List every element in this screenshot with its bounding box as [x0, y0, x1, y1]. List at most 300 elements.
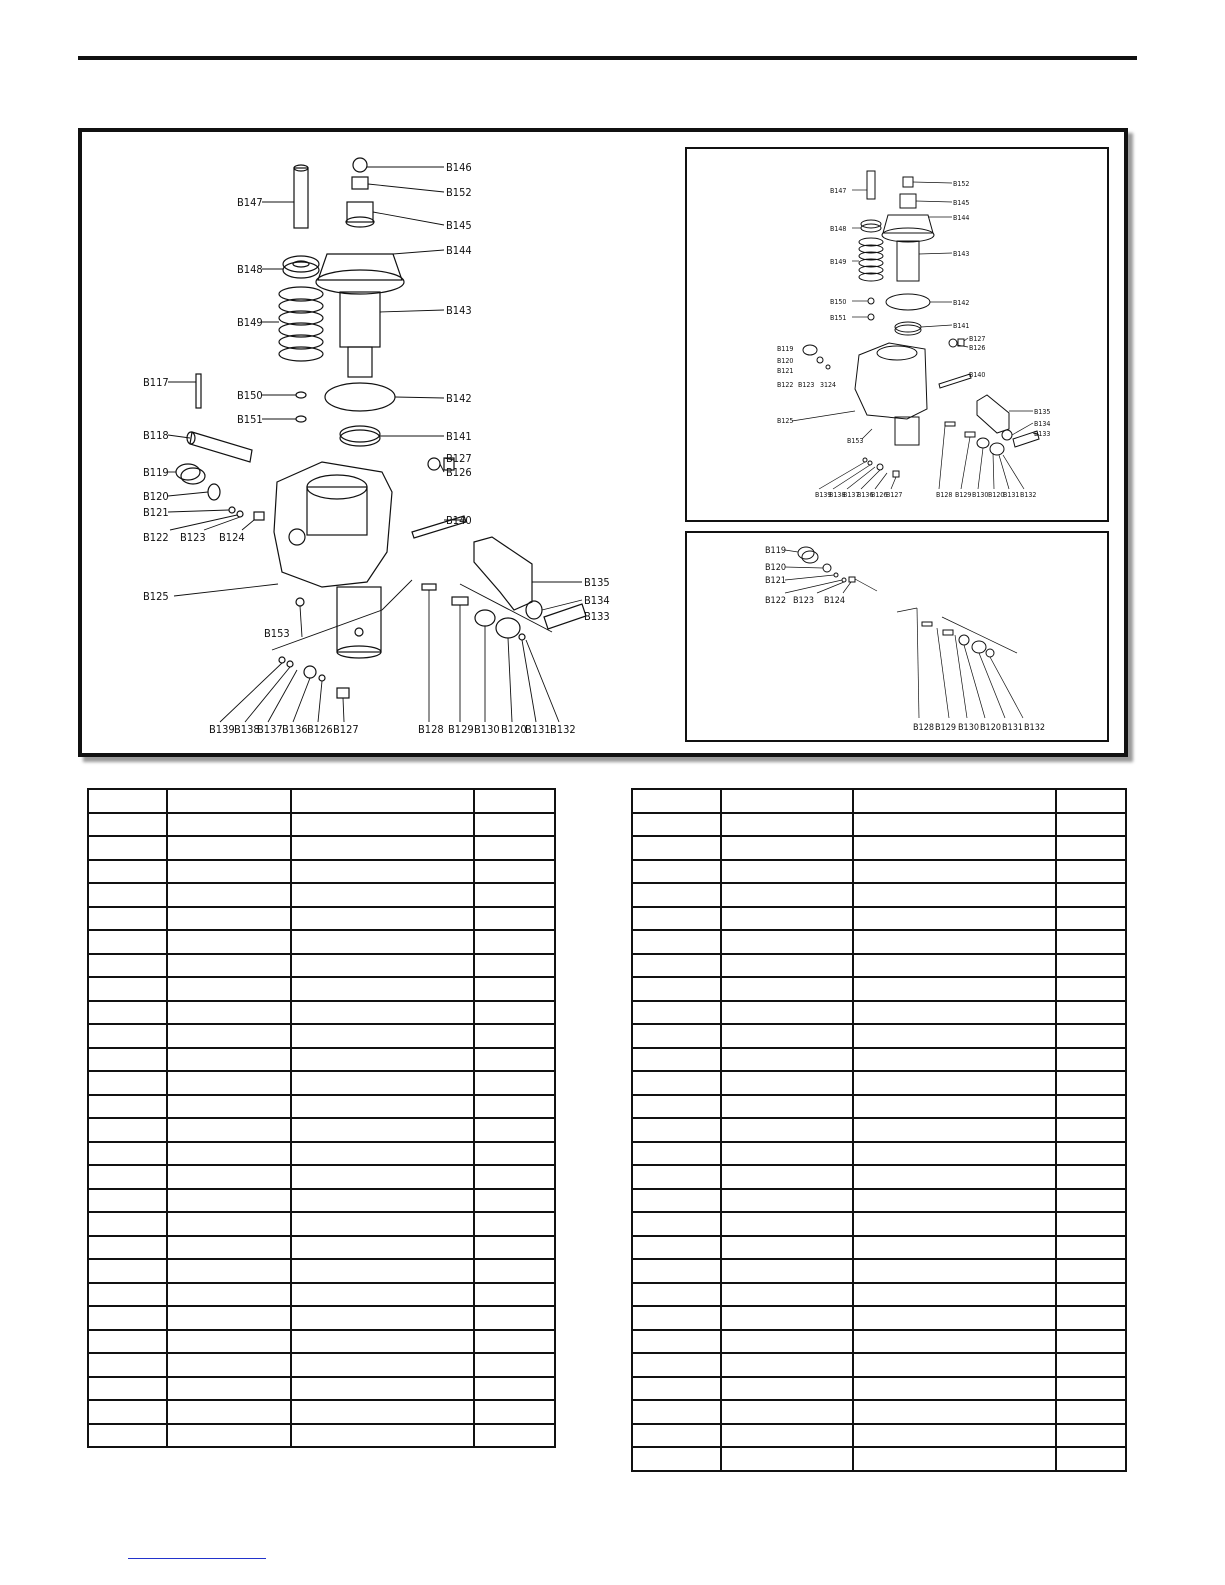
table-cell: [853, 836, 1056, 860]
table-row: [88, 1236, 555, 1260]
table-cell: [167, 813, 291, 837]
table-cell: [721, 930, 853, 954]
table-cell: [88, 1165, 167, 1189]
label-bottom-right-2: B129: [448, 723, 474, 736]
inset-label-b143: B143: [953, 250, 970, 258]
table-cell: [1056, 1165, 1126, 1189]
table-cell: [474, 1236, 555, 1260]
table-cell: [291, 883, 474, 907]
table-cell: [1056, 789, 1126, 813]
table-row: [632, 930, 1126, 954]
table-cell: [291, 1330, 474, 1354]
table-cell: [721, 1283, 853, 1307]
table-cell: [88, 1024, 167, 1048]
table-cell: [167, 883, 291, 907]
table-cell: [721, 860, 853, 884]
table-row: [632, 954, 1126, 978]
table-cell: [167, 1424, 291, 1448]
table-cell: [632, 1048, 721, 1072]
label-b150: B150: [237, 389, 263, 402]
table-cell: [167, 954, 291, 978]
table-row: [632, 836, 1126, 860]
table-cell: [167, 930, 291, 954]
table-row: [88, 860, 555, 884]
detail-label-b121: B121: [765, 576, 787, 586]
table-row: [88, 1118, 555, 1142]
table-cell: [88, 1330, 167, 1354]
table-cell: [88, 1212, 167, 1236]
label-b117: B117: [143, 376, 169, 389]
table-cell: [721, 1048, 853, 1072]
table-cell: [721, 1236, 853, 1260]
table-cell: [1056, 1189, 1126, 1213]
table-cell: [1056, 1001, 1126, 1025]
table-cell: [291, 954, 474, 978]
table-cell: [853, 907, 1056, 931]
table-cell: [853, 1283, 1056, 1307]
table-row: [632, 1118, 1126, 1142]
inset-label-b121: B121: [777, 367, 794, 375]
table-cell: [1056, 1306, 1126, 1330]
inset-label-b141: B141: [953, 322, 970, 330]
label-bottom-right-5: B131: [525, 723, 551, 736]
table-cell: [291, 1048, 474, 1072]
table-row: [632, 1306, 1126, 1330]
inset-bottom-right-1: B128: [936, 491, 953, 499]
table-cell: [721, 1424, 853, 1448]
inset-bottom-left-6: B127: [886, 491, 903, 499]
table-cell: [88, 1001, 167, 1025]
table-cell: [1056, 1377, 1126, 1401]
table-cell: [853, 883, 1056, 907]
inset-bottom-right-5: B131: [1003, 491, 1020, 499]
table-row: [88, 1095, 555, 1119]
table-cell: [853, 1447, 1056, 1471]
label-b143: B143: [446, 304, 472, 317]
detail-label-b120: B120: [765, 563, 787, 573]
table-cell: [167, 1048, 291, 1072]
table-row: [632, 813, 1126, 837]
table-cell: [632, 789, 721, 813]
table-cell: [721, 1400, 853, 1424]
table-cell: [167, 1306, 291, 1330]
table-cell: [1056, 1024, 1126, 1048]
inset-label-b140: B140: [969, 371, 986, 379]
table-cell: [1056, 1236, 1126, 1260]
table-cell: [291, 1095, 474, 1119]
table-cell: [853, 930, 1056, 954]
table-cell: [474, 1283, 555, 1307]
table-cell: [167, 1118, 291, 1142]
table-cell: [853, 860, 1056, 884]
table-cell: [167, 1400, 291, 1424]
detail-bottom-2: B129: [935, 723, 957, 733]
inset-label-b123: B123: [798, 381, 815, 389]
inset-label-b152: B152: [953, 180, 970, 188]
table-row: [632, 977, 1126, 1001]
inset-bottom-right-2: B129: [955, 491, 972, 499]
table-cell: [721, 1142, 853, 1166]
inset-overview: [685, 147, 1109, 522]
inset-label-b126: B126: [969, 344, 986, 352]
inset-label-b119: B119: [777, 345, 794, 353]
table-cell: [632, 1259, 721, 1283]
table-cell: [167, 1377, 291, 1401]
detail-label-b124: B124: [824, 596, 846, 606]
table-row: [88, 1377, 555, 1401]
table-cell: [1056, 860, 1126, 884]
table-row: [632, 1283, 1126, 1307]
label-b152: B152: [446, 186, 472, 199]
table-cell: [632, 1236, 721, 1260]
table-cell: [853, 1165, 1056, 1189]
table-cell: [721, 954, 853, 978]
table-row: [88, 813, 555, 837]
table-cell: [291, 789, 474, 813]
table-cell: [1056, 930, 1126, 954]
part-b144-head: [318, 254, 402, 280]
table-cell: [88, 1071, 167, 1095]
table-cell: [721, 1189, 853, 1213]
label-b127: B127: [446, 452, 472, 465]
table-cell: [474, 1024, 555, 1048]
part-b147-tube: [294, 168, 308, 228]
table-cell: [1056, 813, 1126, 837]
table-cell: [474, 1330, 555, 1354]
table-row: [632, 1142, 1126, 1166]
table-cell: [721, 1212, 853, 1236]
label-b149: B149: [237, 316, 263, 329]
table-row: [88, 1400, 555, 1424]
table-cell: [88, 1189, 167, 1213]
table-row: [88, 1330, 555, 1354]
table-cell: [853, 1400, 1056, 1424]
table-cell: [853, 1353, 1056, 1377]
table-cell: [721, 836, 853, 860]
table-row: [632, 789, 1126, 813]
label-bottom-left-3: B137: [257, 723, 283, 736]
table-cell: [88, 1283, 167, 1307]
label-b133: B133: [584, 610, 610, 623]
table-row: [88, 1189, 555, 1213]
table-cell: [721, 1001, 853, 1025]
table-cell: [474, 1071, 555, 1095]
label-b125: B125: [143, 590, 169, 603]
inset-label-b151: B151: [830, 314, 847, 322]
detail-bottom-6: B132: [1024, 723, 1046, 733]
table-row: [632, 1400, 1126, 1424]
table-cell: [632, 1400, 721, 1424]
table-cell: [291, 1377, 474, 1401]
table-cell: [632, 1330, 721, 1354]
table-cell: [853, 1142, 1056, 1166]
table-cell: [167, 1189, 291, 1213]
table-cell: [291, 1424, 474, 1448]
detail-label-b119: B119: [765, 546, 787, 556]
table-cell: [474, 883, 555, 907]
detail-bottom-1: B128: [913, 723, 935, 733]
table-cell: [167, 907, 291, 931]
table-cell: [632, 1118, 721, 1142]
table-cell: [474, 1001, 555, 1025]
table-cell: [632, 1447, 721, 1471]
inset-bottom-left-4: B136: [857, 491, 874, 499]
table-cell: [1056, 1353, 1126, 1377]
table-cell: [167, 1212, 291, 1236]
table-cell: [853, 1236, 1056, 1260]
table-row: [632, 1212, 1126, 1236]
table-row: [88, 1259, 555, 1283]
label-bottom-right-1: B128: [418, 723, 444, 736]
parts-table-left: [87, 788, 556, 1448]
table-row: [88, 954, 555, 978]
table-cell: [632, 977, 721, 1001]
table-cell: [1056, 1330, 1126, 1354]
table-cell: [1056, 1142, 1126, 1166]
table-row: [88, 1048, 555, 1072]
table-cell: [167, 1142, 291, 1166]
table-cell: [721, 1447, 853, 1471]
label-b120: B120: [143, 490, 169, 503]
table-cell: [853, 1095, 1056, 1119]
table-cell: [1056, 883, 1126, 907]
table-cell: [1056, 1259, 1126, 1283]
inset-label-b134: B134: [1034, 420, 1051, 428]
table-cell: [291, 1212, 474, 1236]
table-row: [632, 1095, 1126, 1119]
table-cell: [853, 1306, 1056, 1330]
table-cell: [167, 977, 291, 1001]
table-cell: [167, 1165, 291, 1189]
table-cell: [853, 1071, 1056, 1095]
table-row: [88, 930, 555, 954]
inset-valve-detail-drawing: [687, 533, 1107, 740]
label-b153: B153: [264, 627, 290, 640]
table-row: [88, 1024, 555, 1048]
table-cell: [632, 1306, 721, 1330]
table-cell: [291, 813, 474, 837]
table-cell: [88, 883, 167, 907]
table-row: [632, 1424, 1126, 1448]
table-row: [632, 1259, 1126, 1283]
table-cell: [721, 1377, 853, 1401]
table-cell: [474, 1377, 555, 1401]
table-cell: [853, 1189, 1056, 1213]
table-row: [88, 1306, 555, 1330]
part-b149-spring: [279, 287, 323, 361]
table-cell: [853, 813, 1056, 837]
table-cell: [853, 1424, 1056, 1448]
label-b148: B148: [237, 263, 263, 276]
table-cell: [721, 1259, 853, 1283]
table-cell: [853, 1330, 1056, 1354]
table-cell: [632, 907, 721, 931]
table-cell: [88, 1377, 167, 1401]
table-cell: [167, 1259, 291, 1283]
inset-bottom-right-4: B120: [988, 491, 1005, 499]
table-cell: [1056, 1400, 1126, 1424]
table-cell: [291, 1259, 474, 1283]
label-b121: B121: [143, 506, 169, 519]
table-cell: [167, 789, 291, 813]
table-cell: [632, 1071, 721, 1095]
top-rule: [78, 56, 1137, 60]
table-cell: [474, 1400, 555, 1424]
label-bottom-left-2: B138: [234, 723, 260, 736]
table-cell: [88, 1259, 167, 1283]
table-cell: [632, 954, 721, 978]
table-cell: [291, 1283, 474, 1307]
detail-bottom-3: B130: [958, 723, 980, 733]
table-cell: [291, 977, 474, 1001]
table-cell: [474, 907, 555, 931]
table-row: [632, 1330, 1126, 1354]
table-row: [88, 1165, 555, 1189]
table-cell: [88, 836, 167, 860]
part-b135-bracket: [474, 537, 532, 610]
table-row: [632, 860, 1126, 884]
detail-bottom-5: B131: [1002, 723, 1024, 733]
table-cell: [1056, 1118, 1126, 1142]
table-cell: [721, 1306, 853, 1330]
table-cell: [474, 977, 555, 1001]
table-cell: [1056, 1212, 1126, 1236]
table-cell: [167, 860, 291, 884]
parts-table-right: [631, 788, 1127, 1472]
table-cell: [1056, 1424, 1126, 1448]
table-cell: [88, 813, 167, 837]
table-cell: [88, 1118, 167, 1142]
detail-label-b122: B122: [765, 596, 787, 606]
inset-label-b142: B142: [953, 299, 970, 307]
label-bottom-left-6: B127: [333, 723, 359, 736]
detail-bottom-4: B120: [980, 723, 1002, 733]
table-row: [88, 1071, 555, 1095]
table-cell: [474, 1353, 555, 1377]
table-row: [88, 789, 555, 813]
table-cell: [474, 1118, 555, 1142]
table-cell: [88, 1236, 167, 1260]
inset-label-b125: B125: [777, 417, 794, 425]
table-cell: [853, 1259, 1056, 1283]
table-cell: [291, 1189, 474, 1213]
label-bottom-right-3: B130: [474, 723, 500, 736]
table-row: [632, 1447, 1126, 1471]
table-row: [632, 1353, 1126, 1377]
table-row: [632, 907, 1126, 931]
table-cell: [1056, 954, 1126, 978]
table-cell: [474, 1306, 555, 1330]
table-cell: [721, 789, 853, 813]
table-cell: [853, 1048, 1056, 1072]
table-cell: [1056, 1048, 1126, 1072]
table-row: [632, 1071, 1126, 1095]
table-cell: [167, 1024, 291, 1048]
label-bottom-left-4: B136: [282, 723, 308, 736]
table-cell: [1056, 907, 1126, 931]
inset-bottom-right-3: B130: [972, 491, 989, 499]
table-cell: [474, 1165, 555, 1189]
table-cell: [632, 1165, 721, 1189]
table-cell: [167, 1353, 291, 1377]
table-row: [632, 1377, 1126, 1401]
main-exploded-view: [82, 132, 672, 752]
table-cell: [853, 789, 1056, 813]
inset-bottom-right-6: B132: [1020, 491, 1037, 499]
table-cell: [632, 1424, 721, 1448]
inset-label-b149: B149: [830, 258, 847, 266]
table-cell: [1056, 977, 1126, 1001]
table-cell: [721, 813, 853, 837]
label-b145: B145: [446, 219, 472, 232]
table-cell: [167, 836, 291, 860]
table-row: [88, 1424, 555, 1448]
label-b135: B135: [584, 576, 610, 589]
table-cell: [474, 836, 555, 860]
inset-label-b127: B127: [969, 335, 986, 343]
table-cell: [632, 813, 721, 837]
label-b119: B119: [143, 466, 169, 479]
table-cell: [291, 1071, 474, 1095]
table-cell: [291, 1236, 474, 1260]
label-b151: B151: [237, 413, 263, 426]
table-cell: [474, 1048, 555, 1072]
label-bottom-right-6: B132: [550, 723, 576, 736]
table-cell: [853, 1024, 1056, 1048]
table-cell: [167, 1001, 291, 1025]
table-cell: [474, 954, 555, 978]
footer-link-underline: [128, 1558, 266, 1559]
table-cell: [88, 907, 167, 931]
table-cell: [291, 1118, 474, 1142]
table-cell: [721, 1095, 853, 1119]
table-cell: [632, 1212, 721, 1236]
table-cell: [632, 1377, 721, 1401]
table-row: [88, 1142, 555, 1166]
label-bottom-left-5: B126: [307, 723, 333, 736]
table-row: [88, 1212, 555, 1236]
table-cell: [474, 813, 555, 837]
label-bottom-left-1: B139: [209, 723, 235, 736]
label-b126: B126: [446, 466, 472, 479]
label-b146: B146: [446, 161, 472, 174]
table-row: [632, 1048, 1126, 1072]
table-cell: [721, 1118, 853, 1142]
table-cell: [474, 1424, 555, 1448]
label-b124: B124: [219, 531, 245, 544]
table-cell: [632, 883, 721, 907]
inset-label-b153: B153: [847, 437, 864, 445]
table-cell: [88, 1424, 167, 1448]
label-b134: B134: [584, 594, 610, 607]
label-b142: B142: [446, 392, 472, 405]
table-cell: [474, 1259, 555, 1283]
table-cell: [721, 1165, 853, 1189]
table-cell: [721, 977, 853, 1001]
label-b144: B144: [446, 244, 472, 257]
table-cell: [853, 1118, 1056, 1142]
table-cell: [632, 1283, 721, 1307]
table-cell: [88, 1353, 167, 1377]
table-cell: [853, 1377, 1056, 1401]
table-row: [88, 883, 555, 907]
inset-bottom-left-1: B139: [815, 491, 832, 499]
table-cell: [632, 1353, 721, 1377]
table-cell: [88, 954, 167, 978]
table-row: [88, 907, 555, 931]
table-cell: [291, 907, 474, 931]
table-row: [88, 1353, 555, 1377]
